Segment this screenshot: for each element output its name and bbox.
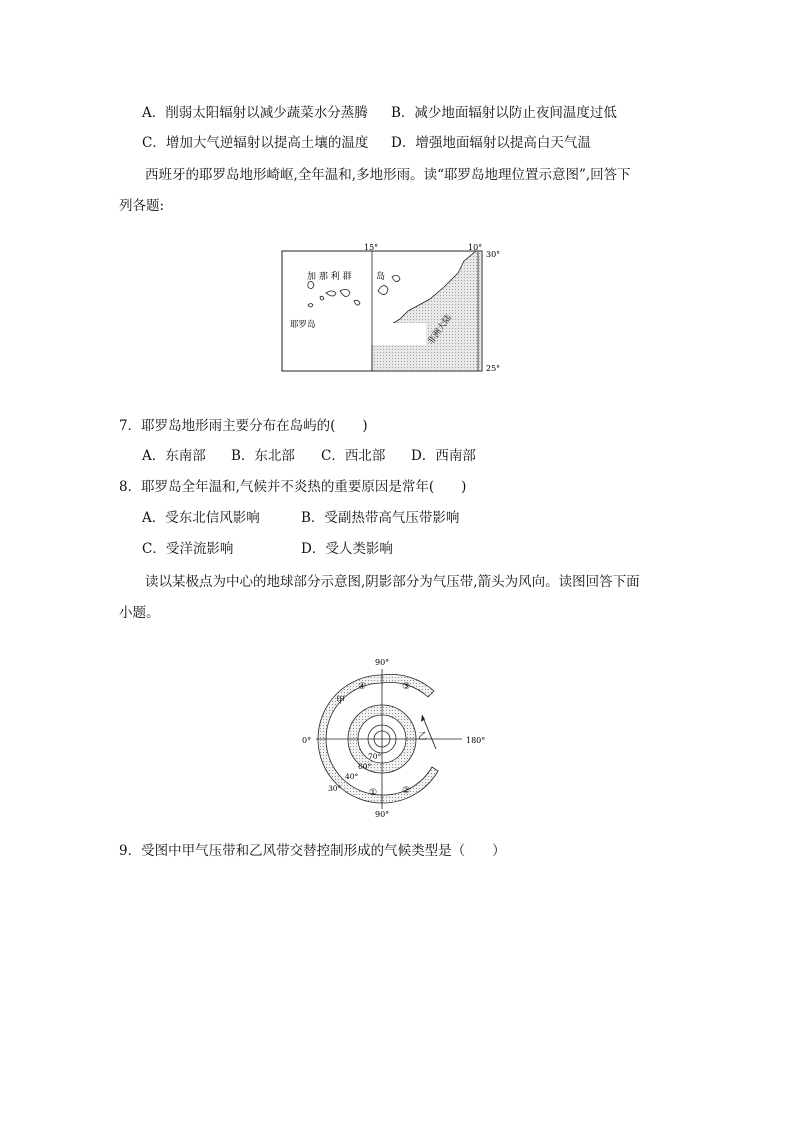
- lat-70-label: 70°: [368, 752, 382, 761]
- q7-option-a: A．东南部: [142, 448, 206, 464]
- polar-pressure-belt-diagram: [298, 655, 494, 817]
- lat-25-label: 25°: [486, 364, 501, 373]
- africa-label: 非洲大陆: [426, 313, 454, 347]
- left-0-label: 0°: [302, 736, 312, 745]
- marker-2: ②: [402, 786, 411, 796]
- lat-40-label: 40°: [345, 772, 359, 781]
- canary-islands-map: [280, 243, 520, 375]
- lon-15-label: 15°: [364, 243, 379, 252]
- q8-option-b: B．受副热带高气压带影响: [301, 510, 460, 526]
- q9-stem: 9．受图中甲气压带和乙风带交替控制形成的气候类型是（ ）: [119, 843, 506, 859]
- q6-option-d: D．增强地面辐射以提高白天气温: [391, 135, 591, 151]
- outer-pressure-belt-bottom-right: [382, 767, 438, 803]
- intro1-line1: 西班牙的耶罗岛地形崎岖,全年温和,多地形雨。读“耶罗岛地理位置示意图”,回答下: [145, 167, 631, 183]
- marker-1: ①: [369, 788, 378, 798]
- q6-option-a: A．削弱太阳辐射以减少蔬菜水分蒸腾: [142, 105, 368, 121]
- marker-3: ③: [402, 682, 411, 692]
- jia-label: 甲: [336, 696, 346, 706]
- island: [320, 296, 324, 300]
- q6-option-b: B．减少地面辐射以防止夜间温度过低: [391, 105, 617, 121]
- q7-option-b: B．东北部: [231, 448, 295, 464]
- q7-option-d: D．西南部: [411, 448, 476, 464]
- canary-islands-label: 加 那 利 群: [307, 272, 352, 282]
- q8-option-a: A．受东北信风影响: [142, 510, 260, 526]
- island-char-label: 岛: [376, 272, 386, 282]
- q8-option-d: D．受人类影响: [301, 541, 393, 557]
- q8-option-c: C．受洋流影响: [142, 541, 234, 557]
- island: [308, 281, 314, 288]
- q8-stem: 8．耶罗岛全年温和,气候并不炎热的重要原因是常年( ): [119, 479, 467, 495]
- lat-30-label: 30°: [328, 784, 342, 793]
- intro2-line1: 读以某极点为中心的地球部分示意图,阴影部分为气压带,箭头为风向。读图回答下面: [145, 574, 640, 590]
- yi-label: 乙: [418, 732, 428, 742]
- q7-stem: 7．耶罗岛地形雨主要分布在岛屿的( ): [119, 418, 368, 434]
- intro1-line2: 列各题:: [119, 198, 165, 214]
- intro2-line2: 小题。: [119, 605, 160, 621]
- q7-option-c: C．西北部: [321, 448, 386, 464]
- lon-10-label: 10°: [468, 243, 483, 252]
- lat-60-label: 60°: [358, 762, 372, 771]
- q6-option-c: C．增加大气逆辐射以提高土壤的温度: [142, 135, 369, 151]
- yeluo-island-label: 耶罗岛: [290, 320, 316, 330]
- right-180-label: 180°: [466, 736, 486, 745]
- lat-30-label: 30°: [486, 250, 501, 259]
- bottom-90-label: 90°: [375, 810, 390, 817]
- top-90-label: 90°: [375, 658, 390, 667]
- marker-4: ④: [358, 682, 367, 692]
